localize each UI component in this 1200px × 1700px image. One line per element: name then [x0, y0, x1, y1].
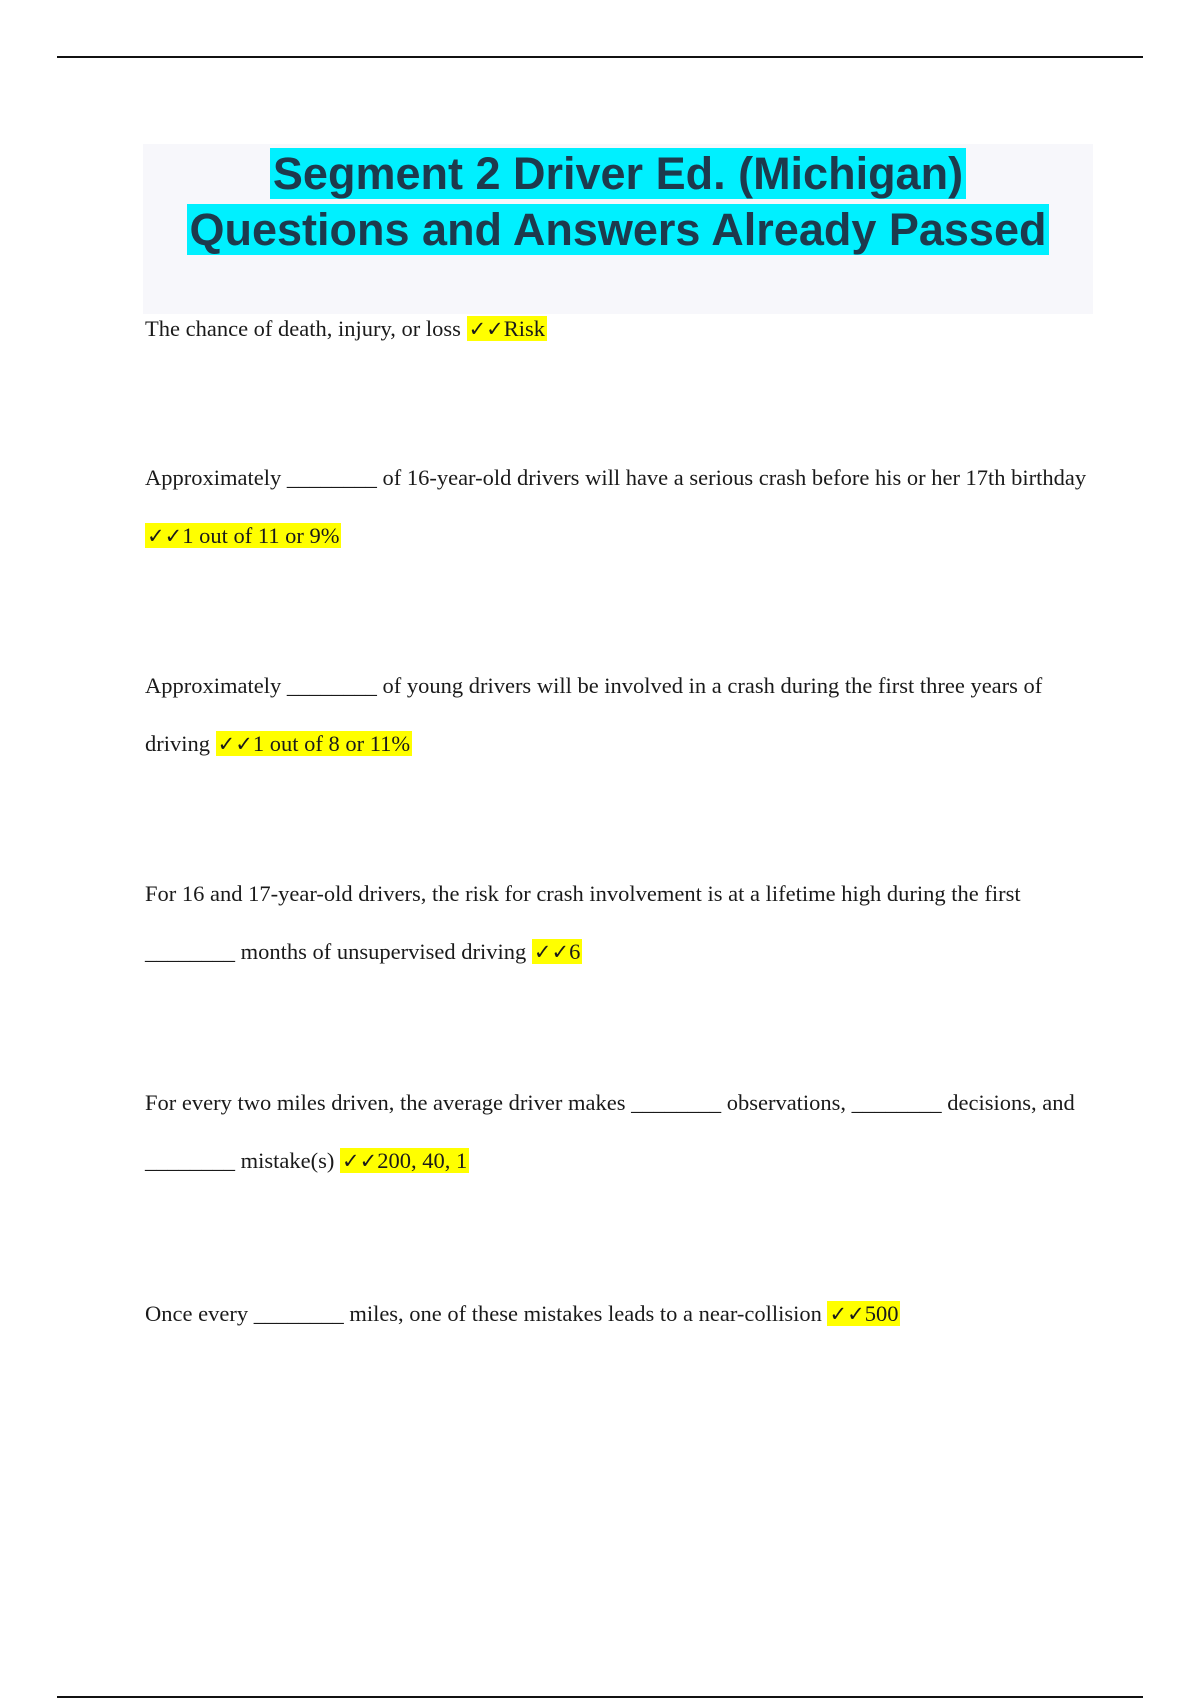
- answer-highlight: [216, 731, 412, 756]
- question-text: Approximately ________ of young drivers will be involved in a crash during the first three years of driving: [145, 673, 1043, 756]
- double-check-icon: ✓✓: [829, 1302, 865, 1326]
- question-text: Approximately ________ of 16-year-old drivers will have a serious crash before his or her 17th birthday: [145, 465, 1087, 490]
- double-check-icon: ✓✓: [468, 317, 504, 341]
- qa-item-4: [145, 865, 1100, 981]
- question-text: For every two miles driven, the average driver makes ________ observations, ________ decisions, and ________ mistake(s): [145, 1090, 1075, 1173]
- answer-text: Risk: [503, 316, 546, 341]
- document-title-line-2: Questions and Answers Already Passed: [187, 204, 1050, 255]
- answer-text: 200, 40, 1: [377, 1148, 468, 1173]
- document-title-line-1: Segment 2 Driver Ed. (Michigan): [270, 148, 966, 199]
- double-check-icon: ✓✓: [533, 940, 570, 964]
- qa-item-6: [145, 1285, 1100, 1343]
- answer-text: 6: [569, 939, 581, 964]
- question-text: For 16 and 17-year-old drivers, the risk for crash involvement is at a lifetime high during the first ________ months of unsupervised driving: [145, 881, 1021, 964]
- question-text: The chance of death, injury, or loss: [145, 316, 467, 341]
- title-block: [143, 144, 1093, 314]
- answer-text: 1 out of 11 or 9%: [182, 523, 340, 548]
- qa-item-3: [145, 657, 1100, 773]
- double-check-icon: ✓✓: [217, 732, 253, 756]
- qa-item-5: [145, 1074, 1100, 1190]
- qa-item-2: [145, 449, 1100, 565]
- answer-highlight: [145, 523, 341, 548]
- answer-highlight: [340, 1148, 469, 1173]
- double-check-icon: ✓✓: [341, 1149, 378, 1173]
- qa-item-1: [145, 300, 1100, 358]
- answer-text: 500: [864, 1301, 899, 1326]
- answer-highlight: [827, 1301, 900, 1326]
- question-text: Once every ________ miles, one of these mistakes leads to a near-collision: [145, 1301, 828, 1326]
- bottom-rule: [57, 1696, 1143, 1698]
- answer-highlight: [532, 939, 582, 964]
- answer-highlight: [467, 316, 547, 341]
- top-rule: [57, 56, 1143, 58]
- double-check-icon: ✓✓: [147, 524, 183, 548]
- answer-text: 1 out of 8 or 11%: [252, 731, 411, 756]
